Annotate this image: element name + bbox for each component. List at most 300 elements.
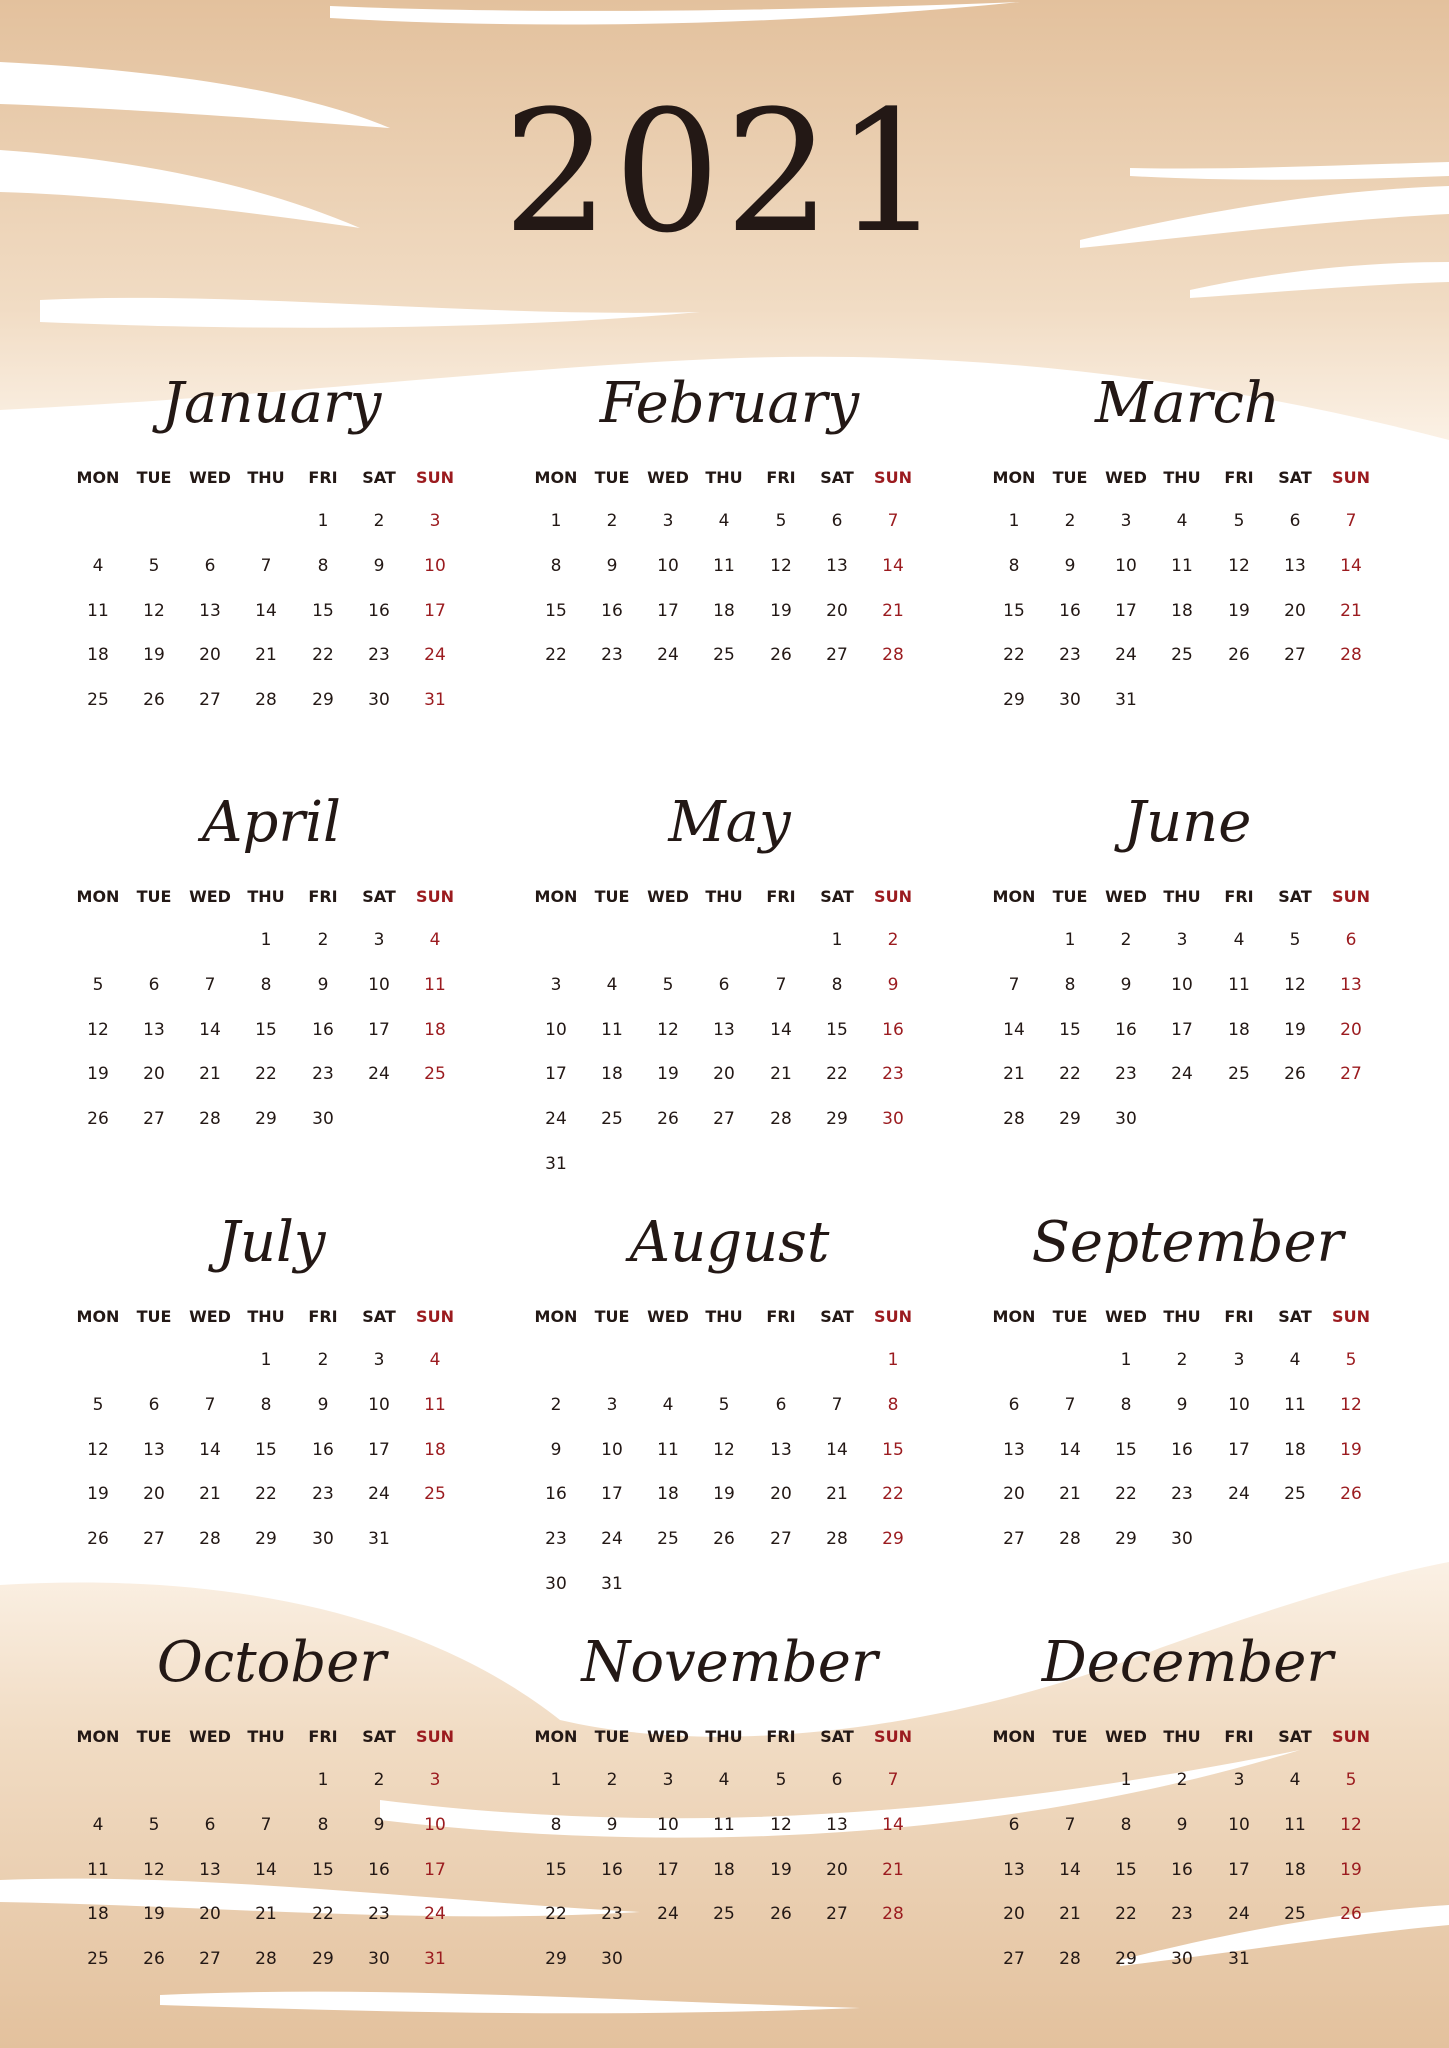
day-cell: 22 [255, 1484, 277, 1505]
day-cell: 5 [148, 1814, 160, 1835]
day-cell: 21 [255, 1904, 277, 1925]
weekday-label: WED [189, 1727, 231, 1746]
day-cell: 23 [1059, 645, 1081, 666]
weekday-label: FRI [308, 1727, 338, 1746]
day-cell: 11 [1228, 974, 1250, 995]
day-cell: 27 [199, 1949, 221, 1970]
day-cell: 13 [1003, 1439, 1025, 1460]
weekday-header [985, 1305, 1390, 1329]
day-cell: 17 [1171, 1019, 1193, 1040]
day-cell: 4 [1289, 1770, 1301, 1790]
day-cell: 19 [770, 1859, 792, 1880]
day-cell: 2 [606, 1770, 618, 1790]
day-cell: 26 [1340, 1484, 1362, 1505]
day-cell: 11 [424, 1394, 446, 1415]
day-cell: 20 [826, 600, 848, 621]
day-cell: 16 [1059, 600, 1081, 621]
year-title: 2021 [502, 74, 947, 270]
month-name: January [161, 371, 382, 436]
day-cell: 18 [657, 1484, 679, 1505]
day-cell: 15 [312, 1859, 334, 1880]
day-cell: 24 [1228, 1484, 1250, 1505]
day-cell: 31 [545, 1154, 567, 1174]
day-cell: 2 [317, 1350, 329, 1370]
day-cell: 23 [882, 1064, 904, 1085]
day-cell: 15 [1003, 600, 1025, 621]
day-cell: 8 [260, 1394, 272, 1415]
weekday-label: WED [189, 887, 231, 906]
day-cell: 14 [826, 1439, 848, 1460]
day-cell: 18 [424, 1019, 446, 1040]
month-june [985, 790, 1390, 1195]
day-cell: 6 [1008, 1814, 1020, 1835]
day-cell: 19 [770, 600, 792, 621]
day-cell: 28 [770, 1109, 792, 1130]
day-cell: 12 [87, 1019, 109, 1040]
day-cell: 7 [260, 1814, 272, 1835]
day-cell: 14 [770, 1019, 792, 1040]
day-cell: 1 [831, 930, 843, 950]
day-cell: 30 [368, 690, 390, 711]
day-cell: 12 [87, 1439, 109, 1460]
day-cell: 28 [1059, 1949, 1081, 1970]
weekday-label: SUN [1332, 887, 1370, 906]
weekday-label: MON [76, 1727, 120, 1746]
day-cell: 8 [887, 1394, 899, 1415]
day-cell: 7 [1008, 974, 1020, 995]
weekday-label: FRI [766, 468, 796, 487]
day-cell: 8 [550, 555, 562, 576]
day-cell: 12 [713, 1439, 735, 1460]
day-cell: 8 [1064, 974, 1076, 995]
day-cell: 2 [1064, 511, 1076, 531]
day-cell: 4 [92, 1814, 104, 1835]
weekday-label: SAT [362, 1727, 396, 1746]
weekday-header [985, 885, 1390, 909]
day-cell: 25 [713, 1904, 735, 1925]
weekday-label: MON [534, 1307, 578, 1326]
weekday-label: FRI [1224, 468, 1254, 487]
weekday-label: SUN [416, 1727, 454, 1746]
month-name: September [1031, 1210, 1344, 1275]
day-cell: 23 [312, 1484, 334, 1505]
day-cell: 1 [1120, 1770, 1132, 1790]
day-cell: 16 [1115, 1019, 1137, 1040]
day-cell: 13 [1340, 974, 1362, 995]
day-cell: 24 [368, 1064, 390, 1085]
weekday-label: MON [76, 468, 120, 487]
day-cell: 10 [601, 1439, 623, 1460]
day-cell: 7 [1064, 1814, 1076, 1835]
day-cell: 5 [1233, 511, 1245, 531]
day-cell: 12 [143, 1859, 165, 1880]
day-cell: 22 [1003, 645, 1025, 666]
day-cell: 18 [1171, 600, 1193, 621]
weekday-label: SUN [416, 887, 454, 906]
day-cell: 1 [1008, 511, 1020, 531]
day-cell: 16 [368, 1859, 390, 1880]
weekday-label: SUN [874, 1727, 912, 1746]
day-cell: 7 [887, 1770, 899, 1790]
day-cell: 18 [1284, 1859, 1306, 1880]
day-cell: 29 [1115, 1949, 1137, 1970]
day-cell: 25 [424, 1484, 446, 1505]
day-cell: 20 [1340, 1019, 1362, 1040]
weekday-label: SUN [416, 1307, 454, 1326]
day-cell: 12 [143, 600, 165, 621]
weekday-label: WED [1105, 1307, 1147, 1326]
day-cell: 17 [601, 1484, 623, 1505]
day-cell: 13 [826, 555, 848, 576]
weekday-header [527, 885, 932, 909]
day-cell: 7 [204, 974, 216, 995]
month-may [527, 790, 932, 1195]
day-cell: 16 [312, 1019, 334, 1040]
day-cell: 22 [826, 1064, 848, 1085]
weekday-label: THU [705, 887, 743, 906]
day-cell: 12 [770, 1814, 792, 1835]
weekday-label: FRI [1224, 1307, 1254, 1326]
day-cell: 30 [1115, 1109, 1137, 1130]
day-cell: 17 [424, 600, 446, 621]
day-cell: 3 [429, 1770, 441, 1790]
day-cell: 2 [1120, 930, 1132, 950]
day-cell: 6 [204, 555, 216, 576]
day-cell: 24 [657, 645, 679, 666]
day-cell: 23 [601, 1904, 623, 1925]
day-cell: 14 [199, 1019, 221, 1040]
month-july [69, 1210, 474, 1615]
day-cell: 11 [1171, 555, 1193, 576]
weekday-header [527, 466, 932, 490]
weekday-label: SAT [820, 887, 854, 906]
weekday-label: MON [534, 887, 578, 906]
weekday-header [985, 466, 1390, 490]
day-cell: 23 [545, 1529, 567, 1550]
day-cell: 26 [770, 1904, 792, 1925]
day-cell: 21 [770, 1064, 792, 1085]
day-cell: 9 [317, 974, 329, 995]
day-cell: 22 [1115, 1904, 1137, 1925]
day-cell: 17 [1228, 1439, 1250, 1460]
day-cell: 7 [887, 511, 899, 531]
weekday-label: THU [705, 1307, 743, 1326]
day-cell: 11 [87, 600, 109, 621]
weekday-label: WED [647, 1307, 689, 1326]
day-cell: 25 [1228, 1064, 1250, 1085]
day-cell: 14 [1059, 1859, 1081, 1880]
month-november [527, 1630, 932, 2035]
day-cell: 27 [143, 1529, 165, 1550]
day-cell: 7 [204, 1394, 216, 1415]
month-march [985, 371, 1390, 776]
weekday-label: SUN [874, 887, 912, 906]
day-cell: 30 [1171, 1529, 1193, 1550]
day-cell: 17 [657, 1859, 679, 1880]
day-cell: 14 [255, 600, 277, 621]
day-cell: 26 [657, 1109, 679, 1130]
weekday-label: WED [647, 468, 689, 487]
day-cell: 26 [1284, 1064, 1306, 1085]
weekday-label: TUE [594, 468, 630, 487]
weekday-label: FRI [766, 1727, 796, 1746]
day-cell: 21 [1059, 1904, 1081, 1925]
day-cell: 9 [373, 1814, 385, 1835]
day-cell: 30 [882, 1109, 904, 1130]
day-cell: 7 [260, 555, 272, 576]
day-cell: 14 [1003, 1019, 1025, 1040]
weekday-label: THU [1163, 1307, 1201, 1326]
day-cell: 30 [312, 1529, 334, 1550]
weekday-label: SAT [1278, 468, 1312, 487]
day-cell: 10 [1228, 1394, 1250, 1415]
day-cell: 21 [882, 600, 904, 621]
day-cell: 20 [1003, 1904, 1025, 1925]
day-cell: 19 [87, 1484, 109, 1505]
day-cell: 13 [143, 1439, 165, 1460]
weekday-label: THU [1163, 887, 1201, 906]
weekday-label: TUE [594, 1307, 630, 1326]
day-cell: 11 [1284, 1394, 1306, 1415]
day-cell: 18 [87, 645, 109, 666]
day-cell: 1 [550, 1770, 562, 1790]
day-cell: 23 [1171, 1484, 1193, 1505]
day-cell: 28 [1003, 1109, 1025, 1130]
day-cell: 25 [87, 690, 109, 711]
weekday-label: TUE [1052, 1727, 1088, 1746]
day-cell: 19 [713, 1484, 735, 1505]
weekday-label: MON [534, 468, 578, 487]
weekday-label: SAT [820, 1307, 854, 1326]
weekday-label: WED [1105, 468, 1147, 487]
day-cell: 5 [775, 1770, 787, 1790]
day-cell: 19 [1228, 600, 1250, 621]
weekday-label: THU [247, 887, 285, 906]
day-cell: 29 [1115, 1529, 1137, 1550]
weekday-label: FRI [1224, 887, 1254, 906]
day-cell: 2 [1176, 1770, 1188, 1790]
day-cell: 24 [657, 1904, 679, 1925]
day-cell: 25 [713, 645, 735, 666]
month-december [985, 1630, 1390, 2035]
day-cell: 16 [1171, 1859, 1193, 1880]
day-cell: 22 [882, 1484, 904, 1505]
weekday-label: MON [992, 1727, 1036, 1746]
weekday-header [69, 1725, 474, 1749]
day-cell: 24 [424, 645, 446, 666]
day-cell: 11 [424, 974, 446, 995]
day-cell: 14 [255, 1859, 277, 1880]
day-cell: 18 [1228, 1019, 1250, 1040]
weekday-label: FRI [308, 1307, 338, 1326]
weekday-label: SUN [874, 468, 912, 487]
month-name: May [668, 790, 791, 855]
day-cell: 18 [601, 1064, 623, 1085]
day-cell: 13 [143, 1019, 165, 1040]
day-cell: 4 [718, 511, 730, 531]
day-cell: 23 [601, 645, 623, 666]
day-cell: 28 [1059, 1529, 1081, 1550]
weekday-label: SAT [1278, 1727, 1312, 1746]
day-cell: 8 [831, 974, 843, 995]
day-cell: 3 [373, 930, 385, 950]
day-cell: 6 [148, 1394, 160, 1415]
weekday-header [69, 885, 474, 909]
weekday-label: MON [992, 1307, 1036, 1326]
weekday-header [527, 1725, 932, 1749]
day-cell: 22 [545, 1904, 567, 1925]
day-cell: 20 [713, 1064, 735, 1085]
day-cell: 21 [255, 645, 277, 666]
day-cell: 28 [826, 1529, 848, 1550]
day-cell: 4 [429, 1350, 441, 1370]
day-cell: 25 [1284, 1484, 1306, 1505]
weekday-label: WED [647, 887, 689, 906]
day-cell: 17 [1115, 600, 1137, 621]
day-cell: 1 [1120, 1350, 1132, 1370]
day-cell: 7 [1064, 1394, 1076, 1415]
day-cell: 10 [1115, 555, 1137, 576]
weekday-label: FRI [766, 1307, 796, 1326]
day-cell: 21 [199, 1484, 221, 1505]
day-cell: 15 [1059, 1019, 1081, 1040]
weekday-label: THU [1163, 1727, 1201, 1746]
day-cell: 5 [148, 555, 160, 576]
day-cell: 16 [312, 1439, 334, 1460]
day-cell: 9 [606, 1814, 618, 1835]
day-cell: 18 [87, 1904, 109, 1925]
day-cell: 26 [143, 690, 165, 711]
day-cell: 15 [312, 600, 334, 621]
day-cell: 29 [255, 1109, 277, 1130]
weekday-label: TUE [136, 887, 172, 906]
weekday-label: WED [1105, 887, 1147, 906]
day-cell: 2 [373, 1770, 385, 1790]
day-cell: 8 [317, 1814, 329, 1835]
day-cell: 14 [1340, 555, 1362, 576]
day-cell: 9 [606, 555, 618, 576]
weekday-label: THU [705, 1727, 743, 1746]
day-cell: 3 [662, 1770, 674, 1790]
day-cell: 3 [1176, 930, 1188, 950]
month-name: August [629, 1210, 830, 1275]
day-cell: 3 [550, 974, 562, 995]
day-cell: 25 [424, 1064, 446, 1085]
day-cell: 15 [1115, 1439, 1137, 1460]
day-cell: 25 [1171, 645, 1193, 666]
day-cell: 5 [92, 974, 104, 995]
weekday-label: SUN [1332, 468, 1370, 487]
weekday-label: TUE [136, 1727, 172, 1746]
day-cell: 5 [1345, 1770, 1357, 1790]
day-cell: 18 [1284, 1439, 1306, 1460]
day-cell: 29 [312, 1949, 334, 1970]
month-name: February [599, 371, 860, 436]
day-cell: 29 [1003, 690, 1025, 711]
day-cell: 17 [657, 600, 679, 621]
day-cell: 27 [1003, 1529, 1025, 1550]
day-cell: 16 [1171, 1439, 1193, 1460]
day-cell: 21 [199, 1064, 221, 1085]
day-cell: 29 [826, 1109, 848, 1130]
day-cell: 24 [424, 1904, 446, 1925]
day-cell: 25 [601, 1109, 623, 1130]
day-cell: 27 [713, 1109, 735, 1130]
day-cell: 9 [1176, 1394, 1188, 1415]
day-cell: 7 [775, 974, 787, 995]
day-cell: 29 [882, 1529, 904, 1550]
day-cell: 17 [545, 1064, 567, 1085]
day-cell: 22 [1115, 1484, 1137, 1505]
day-cell: 5 [1289, 930, 1301, 950]
day-cell: 13 [713, 1019, 735, 1040]
day-cell: 10 [368, 1394, 390, 1415]
weekday-label: SAT [1278, 1307, 1312, 1326]
day-cell: 23 [312, 1064, 334, 1085]
day-cell: 19 [1340, 1439, 1362, 1460]
weekday-label: MON [534, 1727, 578, 1746]
month-name: April [202, 790, 341, 855]
day-cell: 4 [662, 1394, 674, 1415]
weekday-label: MON [76, 1307, 120, 1326]
day-cell: 20 [770, 1484, 792, 1505]
day-cell: 24 [368, 1484, 390, 1505]
day-cell: 16 [545, 1484, 567, 1505]
day-cell: 13 [199, 1859, 221, 1880]
month-february [527, 371, 932, 776]
day-cell: 20 [826, 1859, 848, 1880]
day-cell: 8 [260, 974, 272, 995]
day-cell: 2 [887, 930, 899, 950]
day-cell: 5 [662, 974, 674, 995]
month-name: December [1041, 1630, 1334, 1695]
day-cell: 6 [1289, 511, 1301, 531]
day-cell: 12 [1228, 555, 1250, 576]
day-cell: 17 [368, 1019, 390, 1040]
weekday-label: SUN [1332, 1307, 1370, 1326]
day-cell: 28 [255, 690, 277, 711]
weekday-label: WED [647, 1727, 689, 1746]
day-cell: 20 [199, 1904, 221, 1925]
day-cell: 12 [1284, 974, 1306, 995]
day-cell: 12 [1340, 1394, 1362, 1415]
day-cell: 12 [1340, 1814, 1362, 1835]
day-cell: 30 [368, 1949, 390, 1970]
day-cell: 31 [601, 1574, 623, 1594]
day-cell: 28 [882, 1904, 904, 1925]
day-cell: 31 [1228, 1949, 1250, 1970]
day-cell: 17 [424, 1859, 446, 1880]
day-cell: 6 [1008, 1394, 1020, 1415]
day-cell: 27 [826, 645, 848, 666]
day-cell: 15 [255, 1439, 277, 1460]
weekday-label: SAT [362, 468, 396, 487]
day-cell: 21 [1003, 1064, 1025, 1085]
day-cell: 21 [826, 1484, 848, 1505]
day-cell: 13 [826, 1814, 848, 1835]
day-cell: 8 [1120, 1394, 1132, 1415]
day-cell: 24 [545, 1109, 567, 1130]
weekday-label: SAT [820, 468, 854, 487]
month-name: July [217, 1210, 326, 1275]
day-cell: 3 [1233, 1350, 1245, 1370]
day-cell: 3 [373, 1350, 385, 1370]
day-cell: 3 [606, 1394, 618, 1415]
weekday-label: SAT [1278, 887, 1312, 906]
day-cell: 5 [718, 1394, 730, 1415]
day-cell: 6 [831, 511, 843, 531]
day-cell: 2 [373, 511, 385, 531]
